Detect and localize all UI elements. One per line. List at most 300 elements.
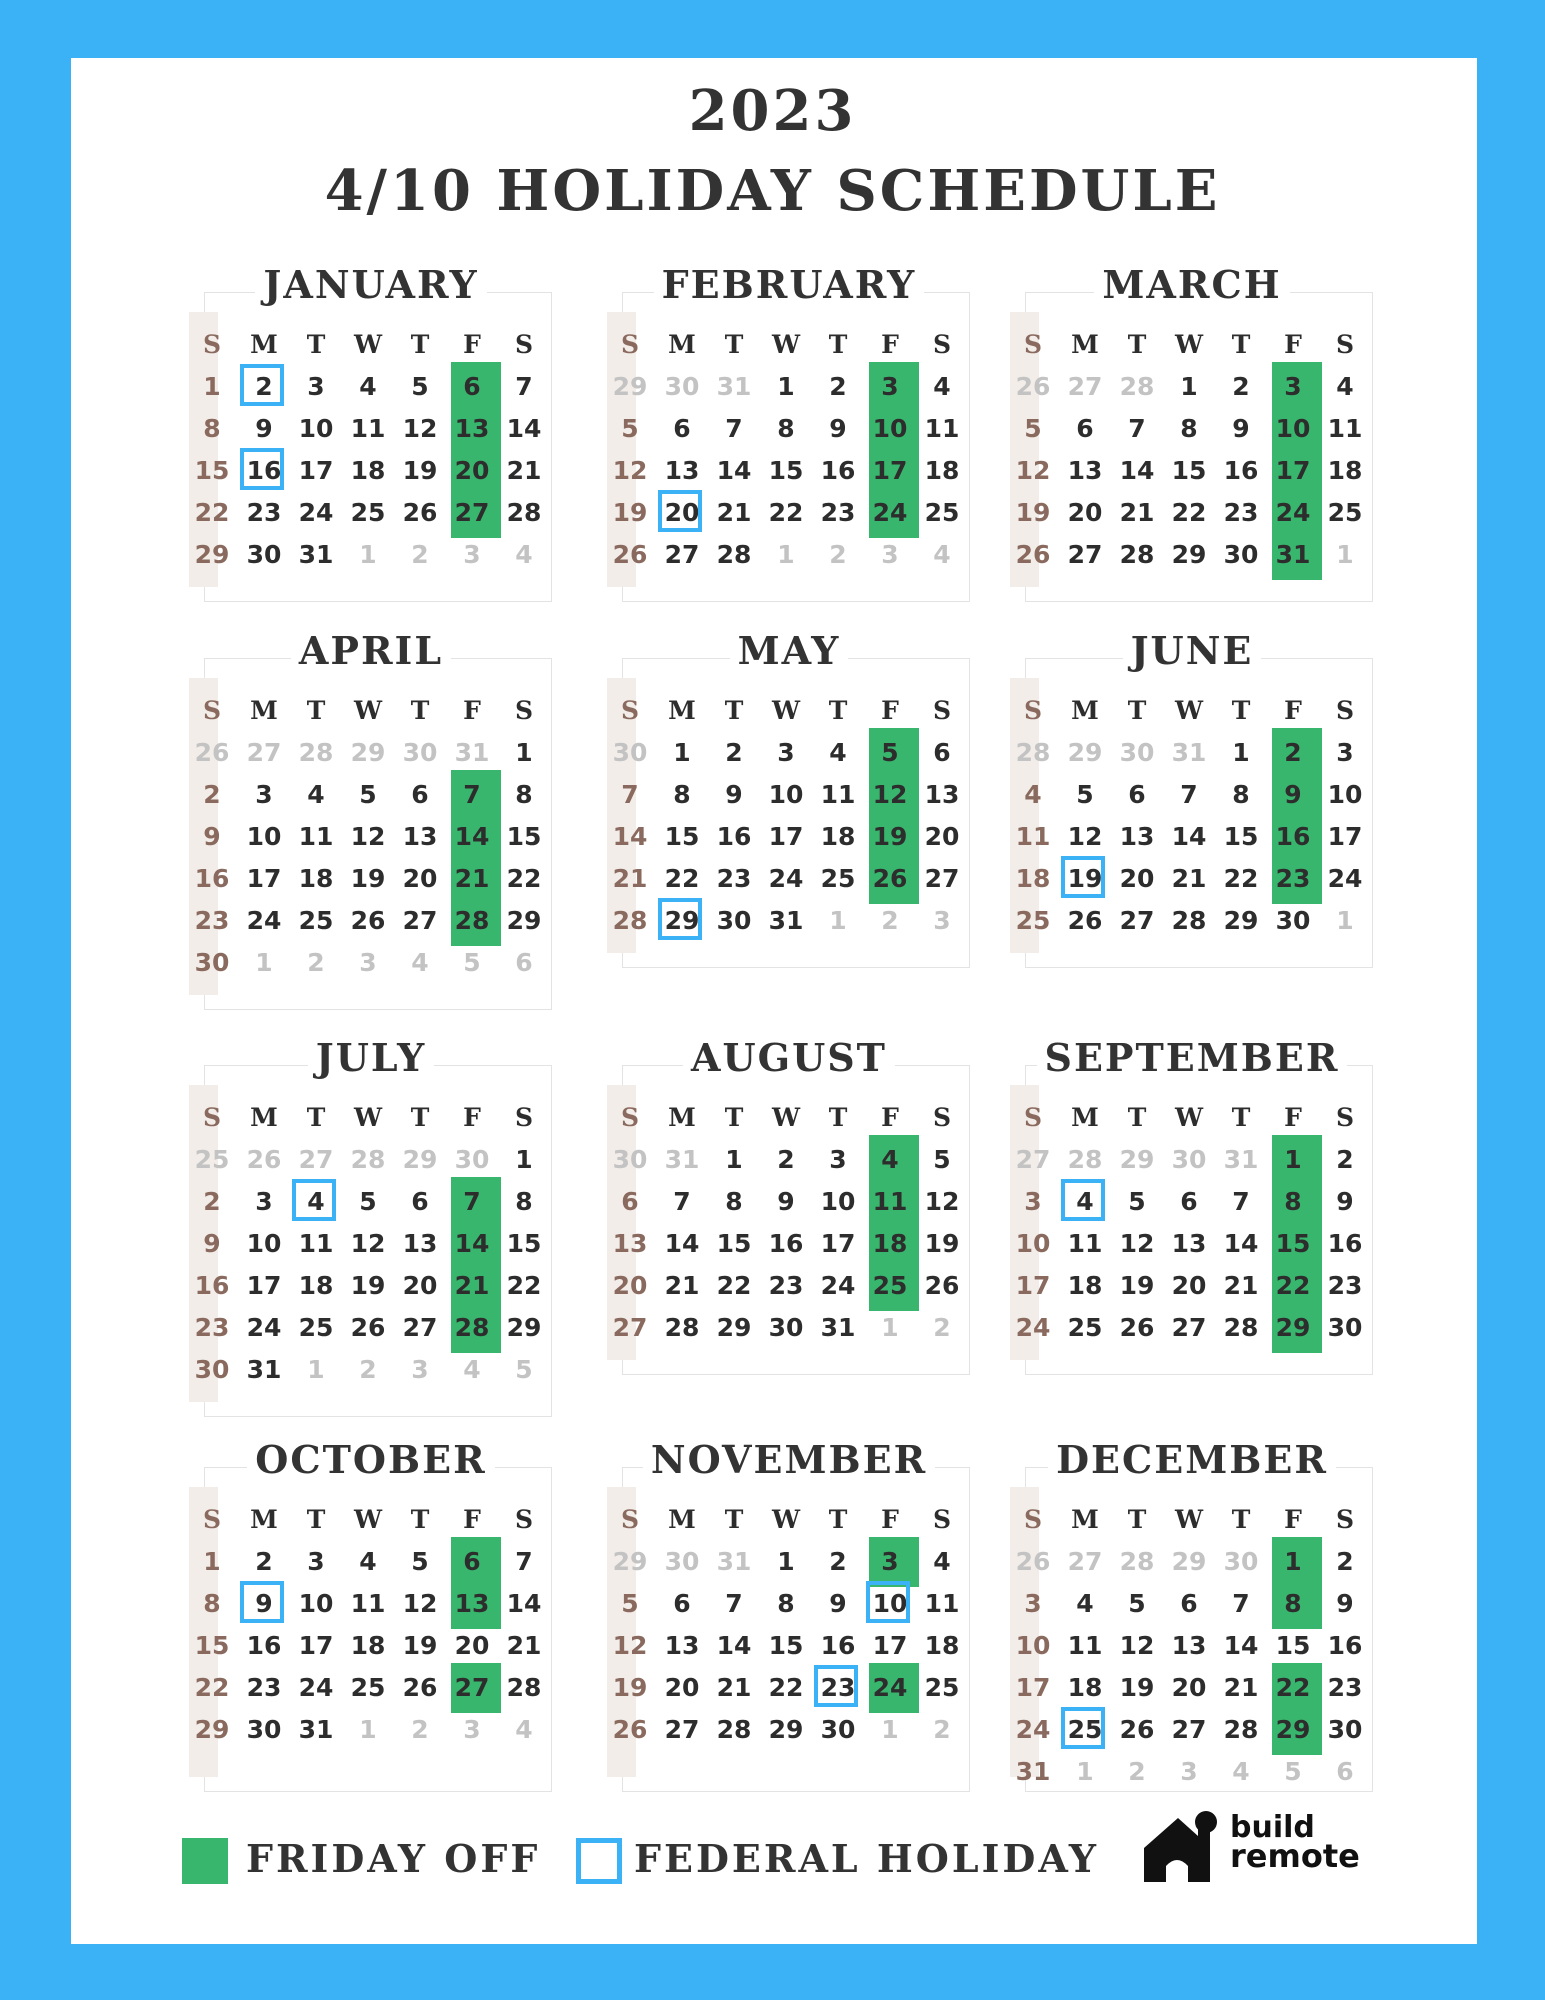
- calendar-day: 18: [872, 1229, 908, 1258]
- calendar-day: 6: [463, 1547, 481, 1576]
- calendar-day: 3: [307, 372, 325, 401]
- calendar-day: 3: [307, 1547, 325, 1576]
- calendar-day: 4: [881, 1145, 899, 1174]
- calendar-day: 6: [411, 1187, 429, 1216]
- calendar-day: 11: [350, 414, 386, 443]
- calendar-day: 25: [1327, 498, 1363, 527]
- month-name: [190, 1035, 552, 1080]
- calendar-day: 17: [872, 1631, 908, 1660]
- calendar-day: 4: [307, 780, 325, 809]
- calendar-day: 25: [298, 906, 334, 935]
- calendar-day: 8: [725, 1187, 743, 1216]
- adjacent-month-day: 5: [515, 1355, 533, 1384]
- calendar-day: 19: [350, 1271, 386, 1300]
- calendar-day: 26: [612, 540, 648, 569]
- calendar-day: 13: [402, 822, 438, 851]
- weekday-header: S: [202, 1103, 222, 1132]
- calendar-day: 27: [924, 864, 960, 893]
- calendar-day: 29: [1223, 906, 1259, 935]
- calendar-day: 8: [673, 780, 691, 809]
- calendar-day: 7: [1232, 1187, 1250, 1216]
- calendar-day: 27: [1119, 906, 1155, 935]
- calendar-day: 19: [872, 822, 908, 851]
- weekday-header: S: [620, 330, 640, 359]
- calendar-day: 14: [1223, 1229, 1259, 1258]
- calendar-day: 6: [673, 414, 691, 443]
- calendar-day: 19: [1119, 1271, 1155, 1300]
- weekday-header: S: [620, 1505, 640, 1534]
- weekday-header: W: [353, 1103, 383, 1132]
- calendar-day: 2: [829, 372, 847, 401]
- weekday-header: T: [1231, 1103, 1251, 1132]
- calendar-day: 5: [1024, 414, 1042, 443]
- weekday-header: T: [410, 1103, 430, 1132]
- calendar-day: 30: [246, 540, 282, 569]
- calendar-day: 11: [350, 1589, 386, 1618]
- weekday-header: S: [932, 1505, 952, 1534]
- month-name-text: JULY: [308, 1035, 435, 1080]
- calendar-day: 3: [777, 738, 795, 767]
- weekday-header: S: [1335, 1505, 1355, 1534]
- calendar-day: 22: [664, 864, 700, 893]
- calendar-day: 13: [924, 780, 960, 809]
- weekday-header: S: [514, 330, 534, 359]
- calendar-day: 2: [203, 780, 221, 809]
- calendar-day: 12: [1119, 1229, 1155, 1258]
- calendar-day: 19: [350, 864, 386, 893]
- calendar-day: 1: [1284, 1547, 1302, 1576]
- calendar-day: 20: [402, 1271, 438, 1300]
- calendar-day: 20: [612, 1271, 648, 1300]
- calendar-day: 25: [350, 1673, 386, 1702]
- adjacent-month-day: 30: [1223, 1547, 1259, 1576]
- month-march: [1011, 262, 1373, 602]
- calendar-day: 23: [768, 1271, 804, 1300]
- calendar-day: 1: [203, 1547, 221, 1576]
- weekday-header: T: [828, 696, 848, 725]
- calendar-day: 4: [1059, 1187, 1111, 1217]
- calendar-day: 12: [402, 414, 438, 443]
- adjacent-month-day: 28: [1119, 372, 1155, 401]
- adjacent-month-day: 1: [1076, 1757, 1094, 1786]
- calendar-day: 27: [402, 1313, 438, 1342]
- calendar-day: 21: [1223, 1673, 1259, 1702]
- calendar-day: 13: [1119, 822, 1155, 851]
- calendar-day: 10: [768, 780, 804, 809]
- calendar-day: 24: [298, 1673, 334, 1702]
- weekday-header: S: [1335, 330, 1355, 359]
- calendar-day: 14: [612, 822, 648, 851]
- weekday-header: W: [771, 1103, 801, 1132]
- calendar-day: 4: [359, 372, 377, 401]
- calendar-day: 1: [725, 1145, 743, 1174]
- calendar-day: 15: [1223, 822, 1259, 851]
- calendar-day: 10: [1327, 780, 1363, 809]
- calendar-day: 27: [1067, 540, 1103, 569]
- calendar-day: 24: [246, 906, 282, 935]
- calendar-day: 9: [1336, 1187, 1354, 1216]
- calendar-day: 31: [1015, 1757, 1051, 1786]
- calendar-day: 26: [924, 1271, 960, 1300]
- adjacent-month-day: 30: [664, 1547, 700, 1576]
- calendar-day: 22: [1275, 1271, 1311, 1300]
- weekday-header: M: [250, 1103, 278, 1132]
- calendar-day: 29: [506, 1313, 542, 1342]
- calendar-day: 20: [1171, 1271, 1207, 1300]
- adjacent-month-day: 2: [933, 1313, 951, 1342]
- weekday-header: S: [1023, 330, 1043, 359]
- calendar-day: 14: [1171, 822, 1207, 851]
- calendar-day: 4: [1076, 1589, 1094, 1618]
- calendar-day: 1: [515, 1145, 533, 1174]
- calendar-day: 12: [924, 1187, 960, 1216]
- calendar-day: 22: [1275, 1673, 1311, 1702]
- calendar-day: 26: [1119, 1715, 1155, 1744]
- calendar-day: 21: [454, 864, 490, 893]
- calendar-day: 28: [664, 1313, 700, 1342]
- adjacent-month-day: 2: [829, 540, 847, 569]
- weekday-header: W: [771, 696, 801, 725]
- calendar-day: 28: [454, 906, 490, 935]
- adjacent-month-day: 5: [463, 948, 481, 977]
- weekday-header: S: [932, 1103, 952, 1132]
- calendar-day: 16: [768, 1229, 804, 1258]
- friday-off-swatch: [182, 1838, 228, 1884]
- weekday-header: M: [668, 696, 696, 725]
- calendar-day: 21: [716, 498, 752, 527]
- adjacent-month-day: 1: [881, 1715, 899, 1744]
- adjacent-month-day: 3: [411, 1355, 429, 1384]
- month-october: [190, 1437, 552, 1792]
- calendar-day: 18: [1327, 456, 1363, 485]
- calendar-day: 9: [829, 414, 847, 443]
- adjacent-month-day: 27: [1015, 1145, 1051, 1174]
- calendar-day: 3: [1284, 372, 1302, 401]
- calendar-day: 12: [1015, 456, 1051, 485]
- calendar-day: 16: [238, 456, 290, 486]
- calendar-day: 15: [664, 822, 700, 851]
- calendar-day: 26: [1015, 540, 1051, 569]
- month-name: [608, 628, 970, 673]
- weekday-header: S: [202, 696, 222, 725]
- calendar-day: 16: [1327, 1631, 1363, 1660]
- adjacent-month-day: 1: [1336, 906, 1354, 935]
- calendar-day: 13: [1171, 1631, 1207, 1660]
- calendar-day: 21: [716, 1673, 752, 1702]
- calendar-day: 18: [350, 1631, 386, 1660]
- friday-off-legend-label: FRIDAY OFF: [246, 1836, 541, 1881]
- adjacent-month-day: 4: [1232, 1757, 1250, 1786]
- calendar-day: 1: [1180, 372, 1198, 401]
- calendar-day: 25: [1059, 1715, 1111, 1745]
- calendar-day: 2: [255, 1547, 273, 1576]
- adjacent-month-day: 28: [1067, 1145, 1103, 1174]
- adjacent-month-day: 29: [612, 372, 648, 401]
- calendar-day: 17: [298, 456, 334, 485]
- calendar-day: 1: [203, 372, 221, 401]
- calendar-day: 5: [621, 414, 639, 443]
- calendar-day: 17: [1015, 1271, 1051, 1300]
- weekday-header: F: [881, 1103, 899, 1132]
- calendar-day: 5: [1128, 1589, 1146, 1618]
- adjacent-month-day: 1: [777, 540, 795, 569]
- adjacent-month-day: 29: [1119, 1145, 1155, 1174]
- calendar-day: 31: [298, 540, 334, 569]
- calendar-day: 7: [463, 1187, 481, 1216]
- calendar-day: 4: [290, 1187, 342, 1217]
- adjacent-month-day: 1: [359, 1715, 377, 1744]
- calendar-day: 25: [1015, 906, 1051, 935]
- calendar-day: 28: [716, 1715, 752, 1744]
- weekday-header: T: [306, 330, 326, 359]
- calendar-day: 16: [1223, 456, 1259, 485]
- calendar-day: 7: [1232, 1589, 1250, 1618]
- calendar-day: 17: [1327, 822, 1363, 851]
- calendar-day: 24: [872, 498, 908, 527]
- weekday-header: W: [1174, 1103, 1204, 1132]
- calendar-day: 16: [1327, 1229, 1363, 1258]
- calendar-day: 18: [924, 1631, 960, 1660]
- adjacent-month-day: 3: [1180, 1757, 1198, 1786]
- adjacent-month-day: 2: [307, 948, 325, 977]
- calendar-day: 28: [1119, 540, 1155, 569]
- calendar-day: 28: [506, 498, 542, 527]
- weekday-header: F: [1284, 1103, 1302, 1132]
- adjacent-month-day: 1: [1336, 540, 1354, 569]
- calendar-day: 16: [820, 456, 856, 485]
- calendar-day: 17: [246, 1271, 282, 1300]
- month-name-text: DECEMBER: [1048, 1437, 1336, 1482]
- adjacent-month-day: 26: [1015, 372, 1051, 401]
- weekday-header: T: [410, 330, 430, 359]
- weekday-header: M: [668, 1103, 696, 1132]
- calendar-day: 15: [1171, 456, 1207, 485]
- month-name: [1011, 1437, 1373, 1482]
- calendar-day: 4: [829, 738, 847, 767]
- calendar-day: 3: [1024, 1589, 1042, 1618]
- calendar-day: 10: [864, 1589, 916, 1619]
- calendar-day: 20: [1171, 1673, 1207, 1702]
- month-september: [1011, 1035, 1373, 1375]
- calendar-day: 14: [1223, 1631, 1259, 1660]
- calendar-day: 24: [1015, 1715, 1051, 1744]
- calendar-day: 27: [402, 906, 438, 935]
- month-name-text: FEBRUARY: [654, 262, 925, 307]
- calendar-day: 30: [1327, 1715, 1363, 1744]
- calendar-day: 8: [1180, 414, 1198, 443]
- calendar-day: 1: [777, 372, 795, 401]
- calendar-day: 29: [768, 1715, 804, 1744]
- adjacent-month-day: 26: [246, 1145, 282, 1174]
- weekday-header: M: [250, 330, 278, 359]
- calendar-day: 5: [359, 780, 377, 809]
- calendar-day: 11: [298, 822, 334, 851]
- calendar-day: 9: [777, 1187, 795, 1216]
- calendar-day: 4: [359, 1547, 377, 1576]
- calendar-day: 16: [1275, 822, 1311, 851]
- calendar-day: 9: [203, 1229, 221, 1258]
- calendar-day: 2: [238, 372, 290, 402]
- adjacent-month-day: 4: [933, 540, 951, 569]
- weekday-header: M: [1071, 696, 1099, 725]
- weekday-header: T: [1127, 696, 1147, 725]
- month-name-text: APRIL: [291, 628, 451, 673]
- month-name: [1011, 262, 1373, 307]
- calendar-day: 28: [1223, 1313, 1259, 1342]
- calendar-day: 31: [246, 1355, 282, 1384]
- calendar-day: 18: [1067, 1271, 1103, 1300]
- calendar-day: 20: [402, 864, 438, 893]
- calendar-day: 8: [1284, 1187, 1302, 1216]
- adjacent-month-day: 28: [298, 738, 334, 767]
- calendar-day: 7: [621, 780, 639, 809]
- adjacent-month-day: 6: [515, 948, 533, 977]
- calendar-day: 25: [924, 1673, 960, 1702]
- weekday-header: T: [724, 1103, 744, 1132]
- calendar-day: 20: [664, 1673, 700, 1702]
- month-name-text: JANUARY: [255, 262, 486, 307]
- calendar-day: 22: [194, 498, 230, 527]
- adjacent-month-day: 1: [307, 1355, 325, 1384]
- calendar-day: 21: [1119, 498, 1155, 527]
- calendar-day: 18: [298, 864, 334, 893]
- calendar-day: 20: [1067, 498, 1103, 527]
- calendar-day: 17: [1015, 1673, 1051, 1702]
- weekday-header: W: [771, 330, 801, 359]
- calendar-day: 6: [1076, 414, 1094, 443]
- calendar-day: 3: [829, 1145, 847, 1174]
- calendar-day: 30: [1275, 906, 1311, 935]
- weekday-header: S: [514, 1505, 534, 1534]
- calendar-day: 11: [924, 1589, 960, 1618]
- calendar-day: 11: [1067, 1229, 1103, 1258]
- calendar-day: 17: [872, 456, 908, 485]
- calendar-day: 17: [246, 864, 282, 893]
- calendar-day: 21: [506, 456, 542, 485]
- calendar-day: 29: [194, 1715, 230, 1744]
- month-february: [608, 262, 970, 602]
- calendar-day: 21: [454, 1271, 490, 1300]
- adjacent-month-day: 28: [1119, 1547, 1155, 1576]
- adjacent-month-day: 2: [359, 1355, 377, 1384]
- calendar-day: 15: [506, 1229, 542, 1258]
- weekday-header: T: [1127, 330, 1147, 359]
- month-name-text: OCTOBER: [247, 1437, 494, 1482]
- calendar-day: 16: [194, 864, 230, 893]
- calendar-day: 18: [1015, 864, 1051, 893]
- calendar-day: 11: [1015, 822, 1051, 851]
- calendar-day: 26: [350, 906, 386, 935]
- calendar-day: 12: [1067, 822, 1103, 851]
- calendar-day: 26: [1067, 906, 1103, 935]
- calendar-day: 10: [1015, 1229, 1051, 1258]
- calendar-day: 20: [454, 1631, 490, 1660]
- calendar-day: 29: [656, 906, 708, 936]
- calendar-day: 29: [506, 906, 542, 935]
- month-name: [608, 262, 970, 307]
- calendar-day: 14: [454, 1229, 490, 1258]
- calendar-day: 8: [1232, 780, 1250, 809]
- adjacent-month-day: 3: [463, 540, 481, 569]
- calendar-day: 23: [1275, 864, 1311, 893]
- calendar-day: 6: [411, 780, 429, 809]
- month-name: [190, 262, 552, 307]
- weekday-header: T: [1231, 1505, 1251, 1534]
- adjacent-month-day: 1: [255, 948, 273, 977]
- month-name-text: JUNE: [1123, 628, 1262, 673]
- calendar-day: 30: [768, 1313, 804, 1342]
- weekday-header: F: [881, 330, 899, 359]
- weekday-header: S: [514, 696, 534, 725]
- calendar-day: 17: [1275, 456, 1311, 485]
- calendar-day: 12: [612, 1631, 648, 1660]
- calendar-day: 22: [1223, 864, 1259, 893]
- weekday-header: S: [932, 330, 952, 359]
- calendar-day: 26: [1119, 1313, 1155, 1342]
- calendar-day: 8: [515, 1187, 533, 1216]
- calendar-day: 2: [725, 738, 743, 767]
- weekday-header: S: [620, 1103, 640, 1132]
- calendar-day: 5: [411, 1547, 429, 1576]
- calendar-day: 15: [506, 822, 542, 851]
- weekday-header: T: [1127, 1505, 1147, 1534]
- calendar-day: 13: [454, 1589, 490, 1618]
- calendar-day: 15: [716, 1229, 752, 1258]
- calendar-day: 21: [1223, 1271, 1259, 1300]
- adjacent-month-day: 1: [359, 540, 377, 569]
- adjacent-month-day: 31: [716, 372, 752, 401]
- adjacent-month-day: 27: [1067, 372, 1103, 401]
- calendar-day: 29: [716, 1313, 752, 1342]
- calendar-day: 3: [255, 780, 273, 809]
- weekday-header: S: [514, 1103, 534, 1132]
- calendar-day: 5: [359, 1187, 377, 1216]
- month-name-text: SEPTEMBER: [1037, 1035, 1348, 1080]
- adjacent-month-day: 26: [194, 738, 230, 767]
- calendar-day: 31: [1275, 540, 1311, 569]
- weekday-header: M: [250, 696, 278, 725]
- calendar-day: 30: [194, 1355, 230, 1384]
- adjacent-month-day: 31: [1171, 738, 1207, 767]
- weekday-header: T: [828, 1103, 848, 1132]
- calendar-day: 14: [454, 822, 490, 851]
- calendar-day: 24: [820, 1271, 856, 1300]
- weekday-header: F: [463, 696, 481, 725]
- weekday-header: F: [463, 1103, 481, 1132]
- month-name-text: MAY: [730, 628, 849, 673]
- calendar-day: 15: [194, 1631, 230, 1660]
- calendar-day: 15: [768, 456, 804, 485]
- calendar-day: 3: [881, 372, 899, 401]
- calendar-day: 11: [298, 1229, 334, 1258]
- adjacent-month-day: 2: [411, 540, 429, 569]
- calendar-day: 6: [621, 1187, 639, 1216]
- calendar-day: 11: [820, 780, 856, 809]
- calendar-day: 20: [924, 822, 960, 851]
- calendar-day: 28: [506, 1673, 542, 1702]
- calendar-day: 30: [820, 1715, 856, 1744]
- calendar-day: 19: [402, 456, 438, 485]
- adjacent-month-day: 2: [1128, 1757, 1146, 1786]
- calendar-day: 30: [194, 948, 230, 977]
- calendar-day: 1: [1284, 1145, 1302, 1174]
- weekday-header: T: [1231, 696, 1251, 725]
- adjacent-month-day: 4: [463, 1355, 481, 1384]
- weekday-header: S: [202, 1505, 222, 1534]
- calendar-day: 5: [933, 1145, 951, 1174]
- calendar-day: 14: [716, 456, 752, 485]
- calendar-day: 26: [612, 1715, 648, 1744]
